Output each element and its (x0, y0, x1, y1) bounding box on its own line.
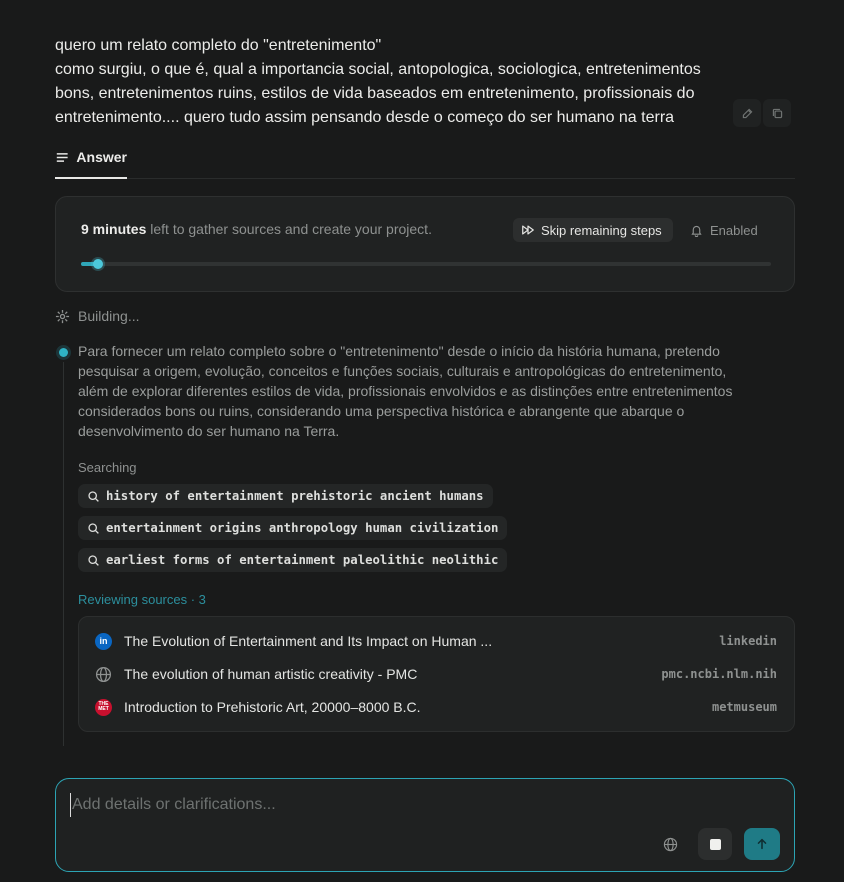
research-progress-card (55, 196, 795, 292)
source-item[interactable] (95, 663, 777, 685)
search-icon (87, 490, 100, 503)
time-remaining-suffix: left to gather sources and create your project. (146, 221, 432, 237)
reviewing-sources-label: Reviewing sources · 3 (78, 592, 206, 607)
sources-list (78, 616, 795, 732)
lines-icon (55, 150, 69, 165)
edit-query-button[interactable] (733, 99, 761, 127)
query-actions (733, 99, 791, 127)
sources-toggle-button[interactable] (657, 831, 683, 857)
source-title: The Evolution of Entertainment and Its Impact on Human ... (124, 633, 493, 649)
building-status (55, 308, 139, 324)
plan-line: além de explorar diferentes estilos de vida, profissionais envolvidos e as distinções entre entretenimentos (78, 383, 733, 399)
linkedin-icon-text: in (99, 636, 108, 646)
research-plan-text (78, 341, 788, 441)
notification-label: Enabled (710, 222, 758, 238)
query-line: entretenimento.... quero tudo assim pensando desde o começo do ser humano na terra (55, 109, 675, 126)
time-remaining-text (81, 221, 432, 237)
arrow-up-icon (755, 837, 769, 851)
progress-knob (93, 259, 103, 269)
plan-line: desenvolvimento do ser humano na Terra. (78, 423, 340, 439)
timeline-line (63, 362, 64, 746)
query-line: quero um relato completo do "entretenimento" (55, 37, 382, 54)
bell-icon (690, 224, 703, 237)
copy-icon (771, 107, 784, 120)
source-title: Introduction to Prehistoric Art, 20000–8000 B.C. (124, 699, 421, 715)
building-label: Building... (78, 308, 140, 324)
stop-button[interactable] (698, 828, 732, 860)
search-query-text: history of entertainment prehistoric ancient humans (106, 489, 484, 503)
plan-line: Para fornecer um relato completo sobre o "entretenimento" desde o início da história humana, pretendo (78, 343, 720, 359)
tab-answer-label: Answer (76, 149, 127, 165)
copy-query-button[interactable] (763, 99, 791, 127)
globe-icon (663, 837, 678, 852)
source-domain: pmc.ncbi.nlm.nih (661, 667, 777, 681)
search-query-chip[interactable] (78, 548, 507, 572)
skip-label: Skip remaining steps (541, 222, 662, 238)
source-title: The evolution of human artistic creativity - PMC (124, 666, 418, 682)
search-query-text: entertainment origins anthropology human civilization (106, 521, 499, 535)
globe-icon (95, 666, 112, 683)
building-spinner-icon (55, 309, 70, 324)
source-domain: metmuseum (711, 700, 777, 714)
time-remaining-value: 9 minutes (81, 221, 147, 237)
search-query-text: earliest forms of entertainment paleolithic neolithic (106, 553, 499, 567)
pencil-icon (741, 107, 754, 120)
search-icon (87, 522, 100, 535)
searching-label: Searching (78, 460, 137, 475)
plan-line: considerados bons ou ruins, considerando uma perspectiva histórica e abrangente que abarque o (78, 403, 685, 419)
stop-icon (710, 839, 721, 850)
user-query (55, 34, 785, 130)
source-domain: linkedin (719, 634, 777, 648)
followup-composer (55, 778, 795, 872)
fast-forward-icon (521, 223, 535, 237)
search-query-chip[interactable] (78, 516, 507, 540)
query-line: como surgiu, o que é, qual a importancia social, antopologica, sociologica, entretenimentos (55, 61, 701, 78)
source-item[interactable] (95, 696, 777, 718)
skip-remaining-steps-button[interactable] (513, 218, 673, 242)
clarification-input[interactable] (70, 793, 670, 817)
progress-track (81, 262, 771, 266)
query-line: bons, entretenimentos ruins, estilos de vida baseados em entretenimento, profissionais do (55, 85, 695, 102)
source-item[interactable] (95, 630, 777, 652)
met-icon-text: THE MET (98, 701, 109, 712)
timeline-dot (59, 348, 68, 357)
search-icon (87, 554, 100, 567)
plan-line: pesquisar a origem, evolução, conceitos e funções sociais, culturais e antropológicas do entretenimento, (78, 363, 727, 379)
tab-answer[interactable] (55, 143, 127, 179)
linkedin-icon (95, 633, 112, 650)
send-button[interactable] (744, 828, 780, 860)
search-query-chip[interactable] (78, 484, 493, 508)
met-icon (95, 699, 112, 716)
answer-tabbar (55, 143, 795, 179)
notification-toggle[interactable] (690, 218, 758, 242)
